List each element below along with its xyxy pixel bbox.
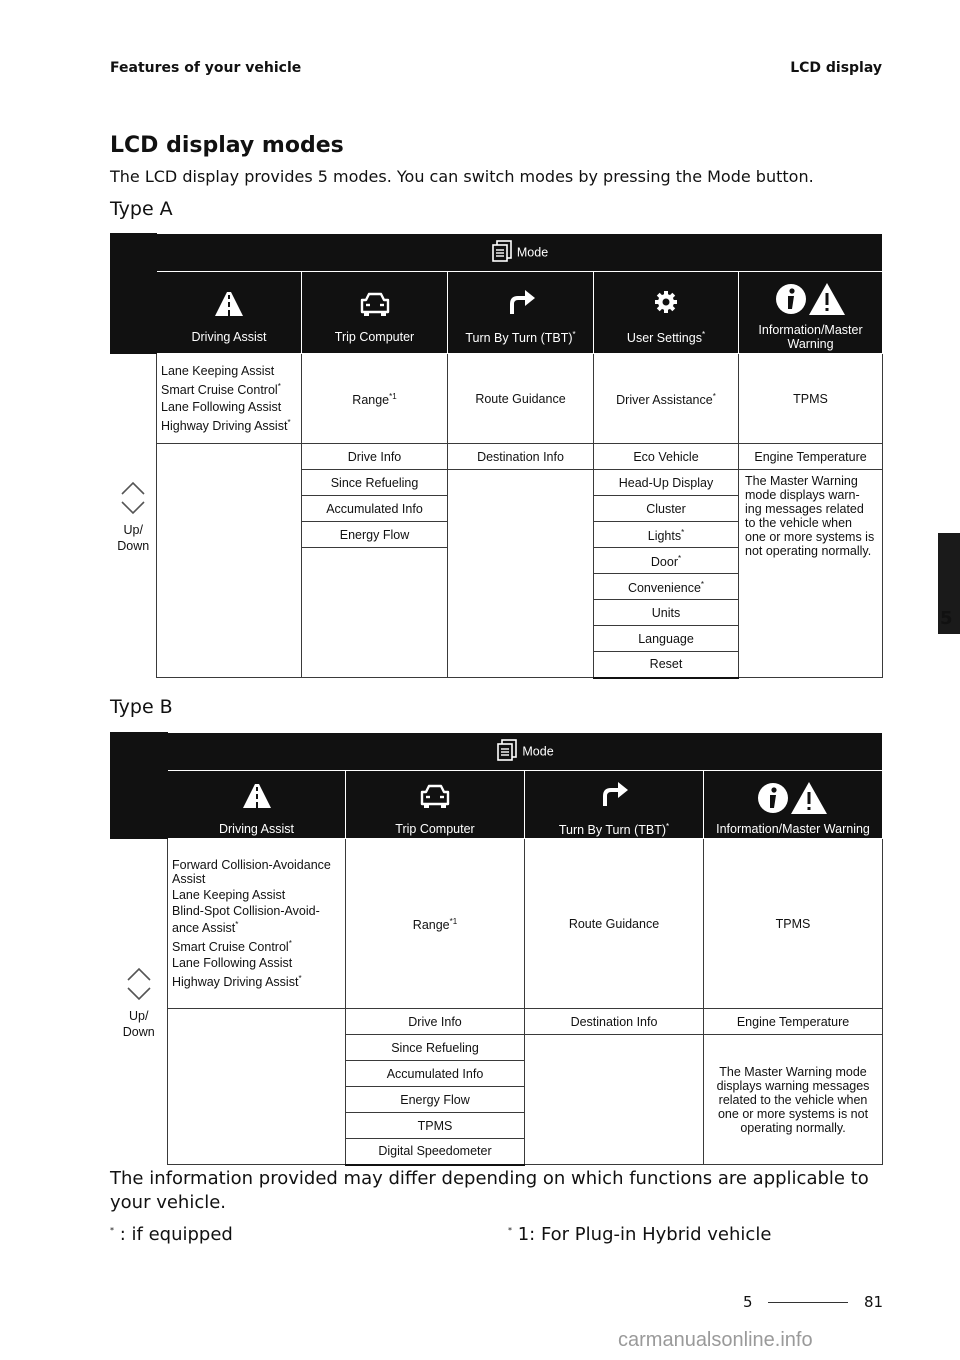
info-item: TPMS	[704, 839, 883, 1009]
mode-turn-by-turn: Turn By Turn (TBT)*	[448, 272, 594, 354]
mode-header	[168, 733, 883, 771]
list-item: Smart Cruise Control*	[161, 382, 281, 398]
trip-item: Since Refueling	[346, 1035, 525, 1061]
car-icon	[349, 780, 521, 818]
footnote-plugin-hybrid: * 1: For Plug-in Hybrid vehicle	[508, 1224, 772, 1245]
applicability-note: The information provided may differ depending on which functions are applicable to your vehicle.	[110, 1168, 869, 1213]
page-divider	[768, 1302, 848, 1303]
trip-item: TPMS	[346, 1113, 525, 1139]
tbt-item: Route Guidance	[448, 354, 594, 444]
empty-cell	[448, 470, 594, 678]
list-item: Blind-Spot Collision-Avoid-ance Assist*	[172, 903, 320, 935]
info-item: Engine Temperature	[739, 444, 883, 470]
info-item: Engine Temperature	[704, 1009, 883, 1035]
chevron-up-icon	[126, 964, 152, 984]
mode-label: Information/Master Warning	[758, 322, 863, 351]
tbt-item: Destination Info	[448, 444, 594, 470]
header-topic-title: LCD display	[790, 60, 882, 76]
settings-item: Lights*	[594, 522, 739, 548]
info-warning-icon	[742, 281, 879, 319]
mode-label: Turn By Turn (TBT)	[465, 331, 573, 346]
list-item: Highway Driving Assist*	[161, 417, 291, 433]
list-item: Lane Keeping Assist	[172, 887, 286, 902]
mode-trip-computer	[346, 771, 525, 839]
chapter-number: 5	[940, 608, 953, 629]
trip-range: Range$^{*1}$	[302, 354, 448, 444]
mode-label: Mode	[522, 744, 554, 759]
empty-cell	[168, 1009, 346, 1165]
mode-trip-computer	[302, 272, 448, 354]
type-b-mode-table	[110, 732, 883, 1166]
trip-item: Digital Speedometer	[346, 1139, 525, 1165]
page-number: 81	[864, 1293, 884, 1311]
settings-item: Language	[594, 626, 739, 652]
mode-label: Driving Assist	[191, 329, 267, 344]
mode-button-icon	[491, 240, 513, 265]
list-item: Lane Keeping Assist	[161, 364, 275, 379]
mode-label: Information/Master Warning	[716, 821, 870, 836]
settings-item: Door*	[594, 548, 739, 574]
corner-cell	[111, 733, 168, 839]
up-down-label: Up/ Down	[122, 1008, 155, 1039]
empty-cell	[525, 1035, 704, 1165]
watermark-text: carmanualsonline.info	[618, 1329, 813, 1351]
trip-item: Accumulated Info	[302, 496, 448, 522]
settings-item: Cluster	[594, 496, 739, 522]
trip-item: Energy Flow	[302, 522, 448, 548]
type-a-mode-table	[110, 233, 883, 679]
tbt-item: Route Guidance	[525, 839, 704, 1009]
lane-road-icon	[171, 780, 342, 818]
car-icon	[305, 288, 444, 326]
mode-driving-assist	[157, 272, 302, 354]
up-down-cell	[111, 354, 157, 678]
settings-item: Head-Up Display	[594, 470, 739, 496]
turn-arrow-icon	[528, 778, 700, 816]
settings-item: Units	[594, 600, 739, 626]
settings-item: Driver Assistance*	[594, 354, 739, 444]
trip-item: Energy Flow	[346, 1087, 525, 1113]
master-warning-description: The Master Warning mode displays warn-ing messages related to the vehicle when one or more systems is not operating normally.	[739, 470, 883, 678]
up-down-cell	[111, 839, 168, 1165]
chevron-down-icon	[120, 498, 146, 518]
chevron-down-icon	[126, 984, 152, 1004]
mode-turn-by-turn: Turn By Turn (TBT)*	[525, 771, 704, 839]
type-b-label: Type B	[110, 696, 173, 718]
mode-label: Mode	[516, 245, 549, 260]
driving-assist-list	[168, 839, 346, 1009]
up-down-label: Up/ Down	[117, 522, 150, 553]
settings-item: Eco Vehicle	[594, 444, 739, 470]
turn-arrow-icon	[451, 286, 590, 324]
list-item: Forward Collision-Avoidance Assist	[172, 857, 331, 886]
page-section-number: 5	[743, 1293, 753, 1311]
mode-label: Trip Computer	[395, 821, 475, 836]
list-item: Lane Following Assist	[161, 399, 282, 414]
gear-icon	[597, 286, 735, 324]
mode-info-master-warning	[739, 272, 883, 354]
settings-item: Convenience*	[594, 574, 739, 600]
mode-user-settings: User Settings*	[594, 272, 739, 354]
mode-label: Driving Assist	[218, 821, 295, 836]
settings-item: Reset	[594, 652, 739, 678]
info-warning-icon	[707, 780, 879, 818]
lane-road-icon	[160, 288, 298, 326]
tbt-item: Destination Info	[525, 1009, 704, 1035]
mode-label: Trip Computer	[334, 329, 415, 344]
mode-driving-assist	[168, 771, 346, 839]
list-item: Smart Cruise Control*	[172, 938, 292, 955]
intro-text: The LCD display provides 5 modes. You can switch modes by pressing the Mode button.	[110, 167, 814, 186]
mode-label: User Settings	[626, 331, 702, 346]
list-item: Highway Driving Assist*	[172, 974, 302, 990]
list-item: Lane Following Assist	[172, 956, 293, 971]
mode-header	[157, 234, 883, 272]
header-section-title: Features of your vehicle	[110, 60, 302, 76]
info-item: TPMS	[739, 354, 883, 444]
empty-cell	[157, 444, 302, 678]
footnote-if-equipped: * : if equipped	[110, 1224, 233, 1245]
type-a-label: Type A	[110, 198, 173, 220]
empty-cell	[302, 548, 448, 678]
mode-button-icon	[496, 739, 518, 764]
corner-cell	[111, 234, 157, 354]
mode-label: Turn By Turn (TBT)	[558, 823, 667, 838]
trip-item: Drive Info	[346, 1009, 525, 1035]
trip-range: Range$^{*1}$	[346, 839, 525, 1009]
trip-item: Drive Info	[302, 444, 448, 470]
trip-item: Since Refueling	[302, 470, 448, 496]
page-title: LCD display modes	[110, 133, 344, 158]
master-warning-description: The Master Warning mode displays warning messages related to the vehicle when one or more systems is not operating normally.	[704, 1035, 883, 1165]
mode-info-master-warning	[704, 771, 883, 839]
driving-assist-list	[157, 354, 302, 444]
chevron-up-icon	[120, 478, 146, 498]
trip-item: Accumulated Info	[346, 1061, 525, 1087]
